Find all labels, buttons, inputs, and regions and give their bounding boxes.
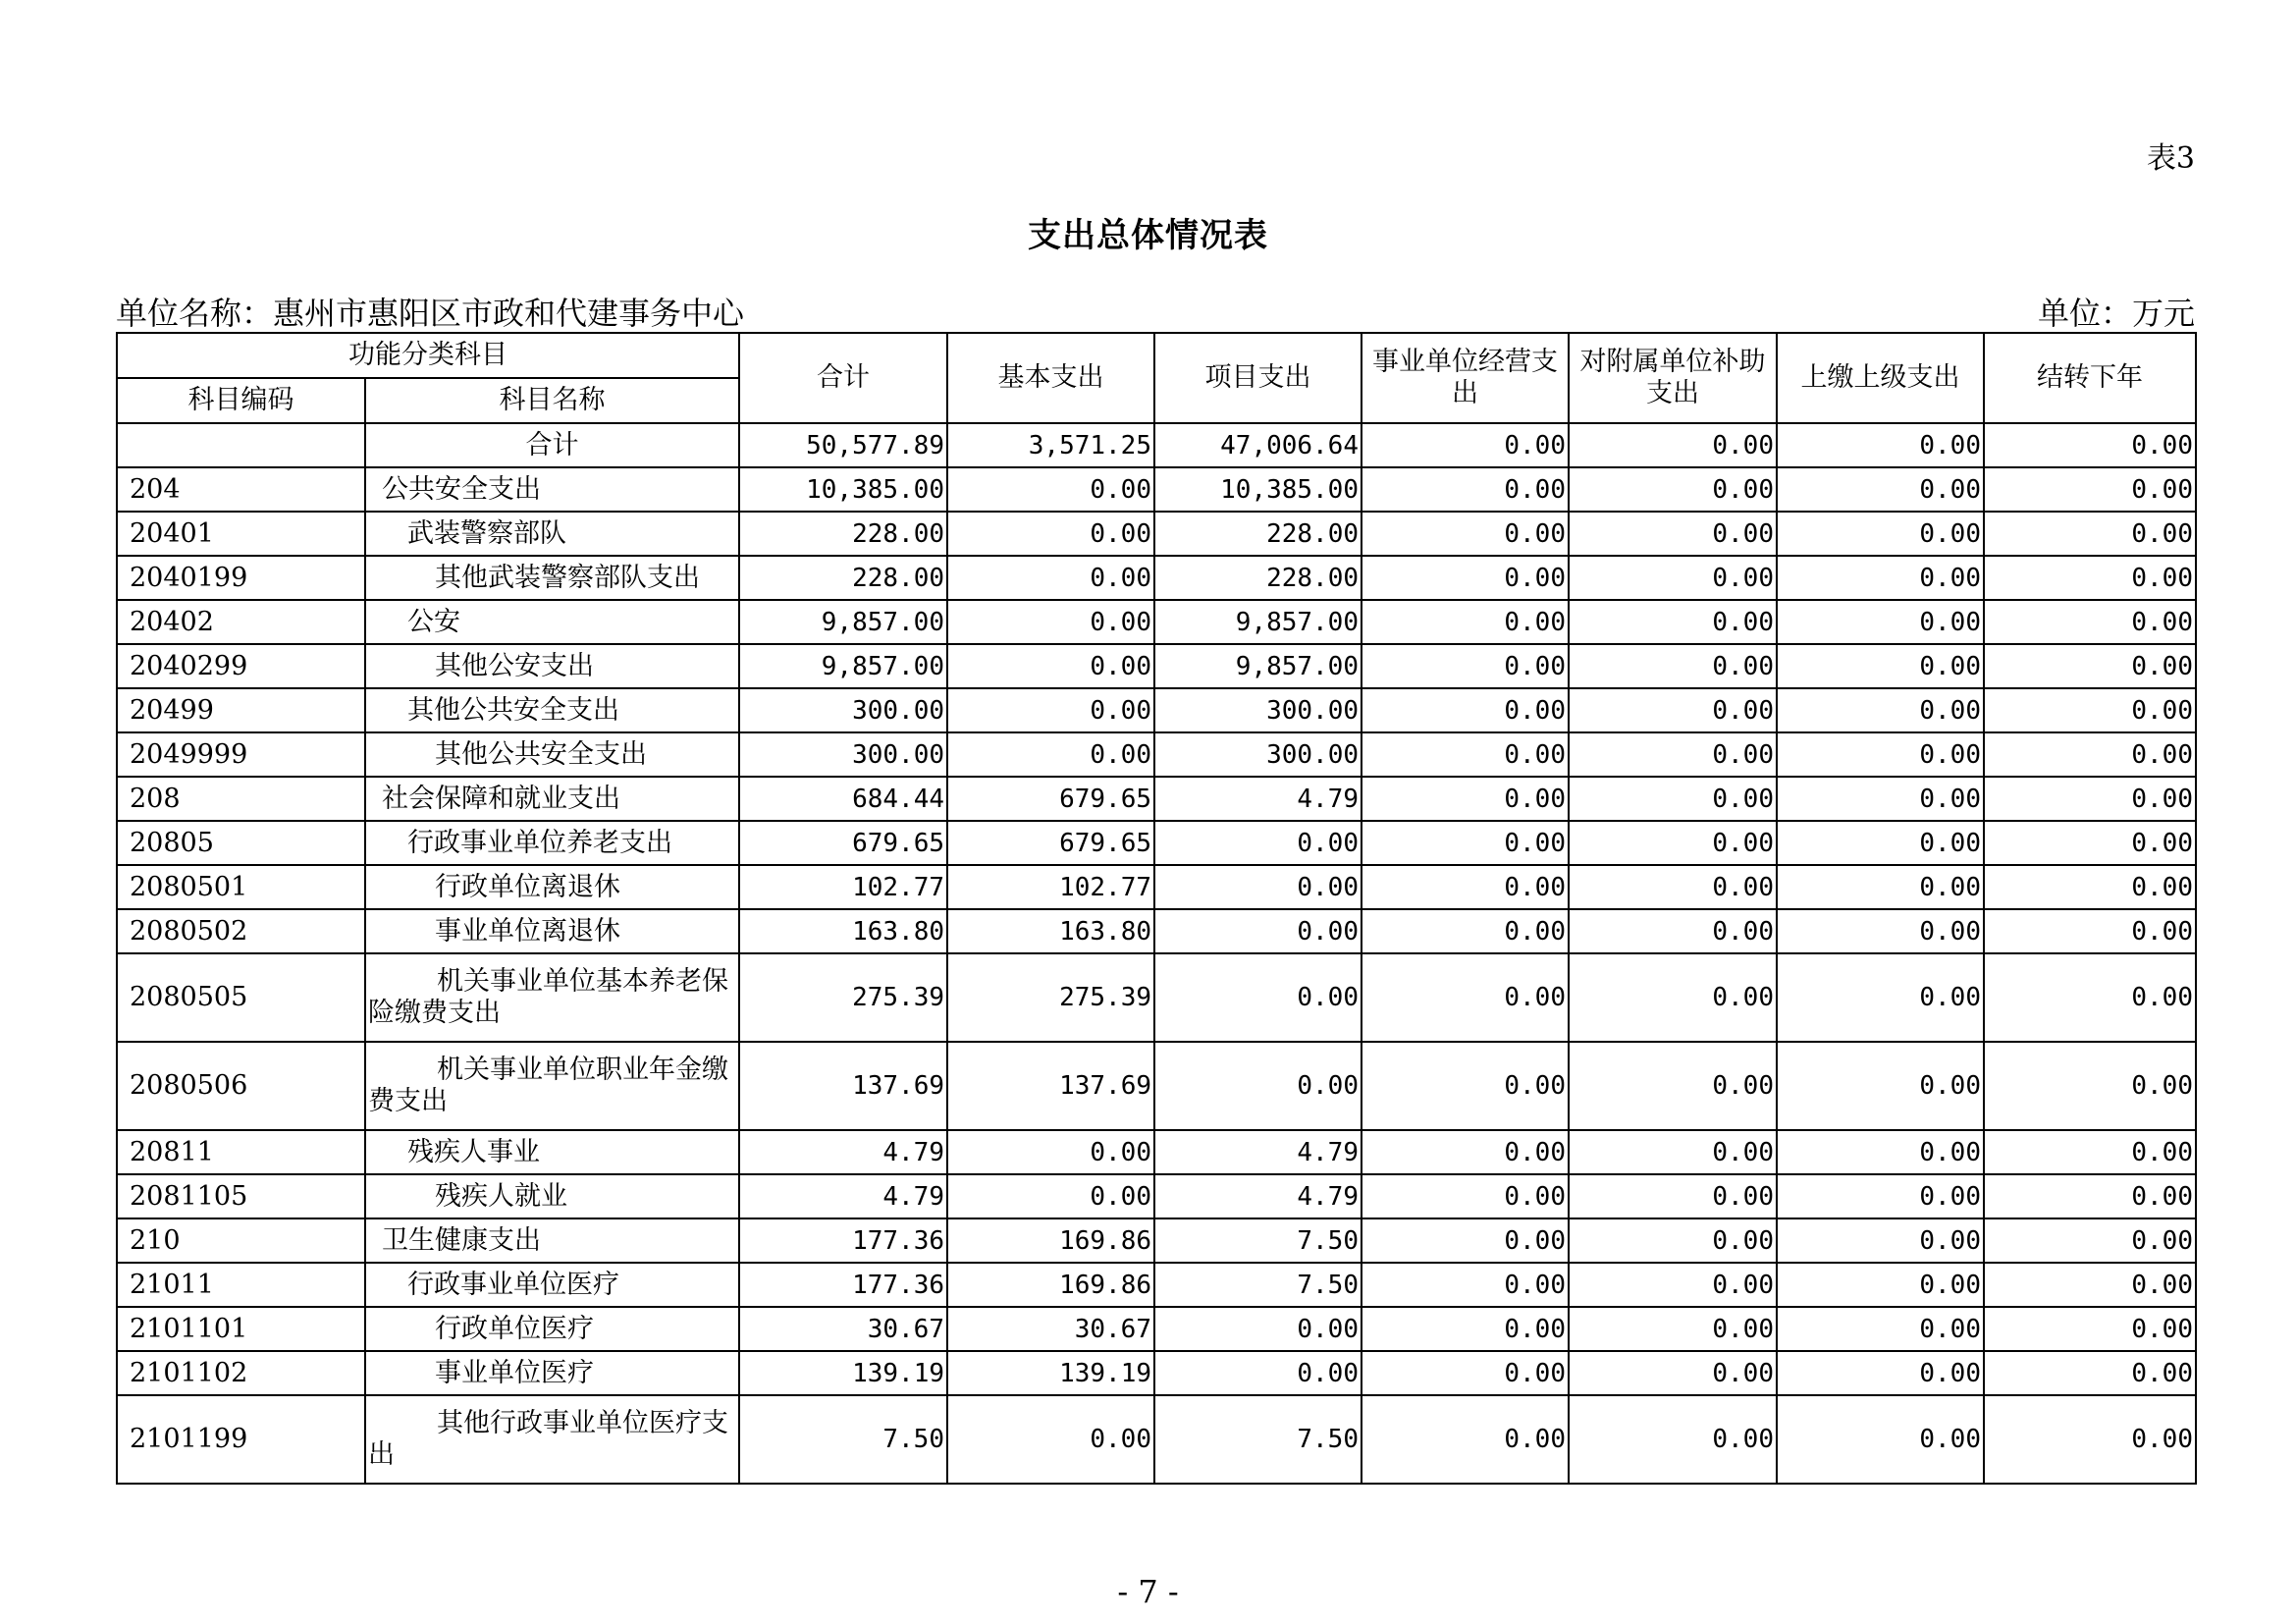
- cell-operating: 0.00: [1362, 821, 1569, 865]
- cell-basic: 0.00: [947, 512, 1154, 556]
- table-row: [117, 777, 2196, 821]
- cell-operating: 0.00: [1362, 953, 1569, 1042]
- cell-subsidy: 0.00: [1569, 1263, 1777, 1307]
- cell-name: 机关事业单位基本养老保险缴费支出: [365, 953, 739, 1042]
- cell-carry: 0.00: [1984, 467, 2196, 512]
- header-function-category: 功能分类科目: [117, 333, 739, 378]
- cell-subsidy: 0.00: [1569, 953, 1777, 1042]
- cell-subsidy: 0.00: [1569, 556, 1777, 600]
- cell-name: 其他公共安全支出: [365, 688, 739, 732]
- cell-carry: 0.00: [1984, 909, 2196, 953]
- table-row: [117, 512, 2196, 556]
- cell-carry: 0.00: [1984, 1130, 2196, 1174]
- cell-operating: 0.00: [1362, 467, 1569, 512]
- header-operating: 事业单位经营支出: [1362, 333, 1569, 423]
- cell-total: 300.00: [739, 688, 947, 732]
- cell-carry: 0.00: [1984, 777, 2196, 821]
- cell-project: 9,857.00: [1154, 644, 1362, 688]
- cell-total: 10,385.00: [739, 467, 947, 512]
- cell-basic: 137.69: [947, 1042, 1154, 1130]
- cell-basic: 102.77: [947, 865, 1154, 909]
- cell-project: 0.00: [1154, 865, 1362, 909]
- cell-subsidy: 0.00: [1569, 865, 1777, 909]
- cell-operating: 0.00: [1362, 1174, 1569, 1218]
- cell-operating: 0.00: [1362, 1395, 1569, 1484]
- cell-operating: 0.00: [1362, 777, 1569, 821]
- cell-code: 2040299: [117, 644, 365, 688]
- cell-total: 684.44: [739, 777, 947, 821]
- cell-operating: 0.00: [1362, 423, 1569, 467]
- cell-operating: 0.00: [1362, 556, 1569, 600]
- cell-operating: 0.00: [1362, 688, 1569, 732]
- cell-carry: 0.00: [1984, 1307, 2196, 1351]
- cell-project: 7.50: [1154, 1395, 1362, 1484]
- cell-name: 事业单位离退休: [365, 909, 739, 953]
- cell-project: 47,006.64: [1154, 423, 1362, 467]
- cell-total: 102.77: [739, 865, 947, 909]
- header-basic: 基本支出: [947, 333, 1154, 423]
- table-row: [117, 732, 2196, 777]
- table-row: [117, 1042, 2196, 1130]
- header-project: 项目支出: [1154, 333, 1362, 423]
- cell-carry: 0.00: [1984, 1042, 2196, 1130]
- cell-project: 0.00: [1154, 909, 1362, 953]
- cell-basic: 0.00: [947, 644, 1154, 688]
- cell-name: 其他公安支出: [365, 644, 739, 688]
- cell-operating: 0.00: [1362, 600, 1569, 644]
- table-row: [117, 1395, 2196, 1484]
- cell-project: 7.50: [1154, 1263, 1362, 1307]
- cell-project: 0.00: [1154, 1042, 1362, 1130]
- cell-subsidy: 0.00: [1569, 777, 1777, 821]
- cell-subsidy: 0.00: [1569, 1218, 1777, 1263]
- cell-upper: 0.00: [1777, 423, 1984, 467]
- cell-basic: 679.65: [947, 821, 1154, 865]
- cell-subsidy: 0.00: [1569, 1130, 1777, 1174]
- cell-total: 228.00: [739, 512, 947, 556]
- cell-carry: 0.00: [1984, 512, 2196, 556]
- cell-upper: 0.00: [1777, 777, 1984, 821]
- cell-carry: 0.00: [1984, 644, 2196, 688]
- cell-upper: 0.00: [1777, 1218, 1984, 1263]
- cell-carry: 0.00: [1984, 1395, 2196, 1484]
- cell-subsidy: 0.00: [1569, 1042, 1777, 1130]
- cell-project: 0.00: [1154, 953, 1362, 1042]
- cell-code: 20811: [117, 1130, 365, 1174]
- cell-name: 机关事业单位职业年金缴费支出: [365, 1042, 739, 1130]
- cell-subsidy: 0.00: [1569, 512, 1777, 556]
- cell-carry: 0.00: [1984, 732, 2196, 777]
- header-name: 科目名称: [365, 378, 739, 423]
- cell-code: 20805: [117, 821, 365, 865]
- cell-upper: 0.00: [1777, 1042, 1984, 1130]
- cell-project: 228.00: [1154, 556, 1362, 600]
- cell-operating: 0.00: [1362, 865, 1569, 909]
- cell-total: 9,857.00: [739, 644, 947, 688]
- cell-code: [117, 423, 365, 467]
- cell-name: 行政单位医疗: [365, 1307, 739, 1351]
- table-row: [117, 821, 2196, 865]
- cell-code: 20401: [117, 512, 365, 556]
- cell-name: 合计: [365, 423, 739, 467]
- header-subsidy: 对附属单位补助支出: [1569, 333, 1777, 423]
- cell-code: 20499: [117, 688, 365, 732]
- cell-name: 行政单位离退休: [365, 865, 739, 909]
- cell-upper: 0.00: [1777, 1351, 1984, 1395]
- cell-upper: 0.00: [1777, 600, 1984, 644]
- cell-basic: 30.67: [947, 1307, 1154, 1351]
- cell-upper: 0.00: [1777, 644, 1984, 688]
- cell-upper: 0.00: [1777, 1174, 1984, 1218]
- header-upper: 上缴上级支出: [1777, 333, 1984, 423]
- cell-carry: 0.00: [1984, 556, 2196, 600]
- cell-total: 139.19: [739, 1351, 947, 1395]
- cell-project: 0.00: [1154, 821, 1362, 865]
- cell-project: 4.79: [1154, 1130, 1362, 1174]
- cell-upper: 0.00: [1777, 732, 1984, 777]
- expenditure-table: [116, 332, 2197, 1485]
- cell-basic: 0.00: [947, 467, 1154, 512]
- cell-name: 其他武装警察部队支出: [365, 556, 739, 600]
- cell-carry: 0.00: [1984, 600, 2196, 644]
- cell-total: 9,857.00: [739, 600, 947, 644]
- cell-basic: 0.00: [947, 732, 1154, 777]
- cell-carry: 0.00: [1984, 1218, 2196, 1263]
- cell-project: 4.79: [1154, 777, 1362, 821]
- cell-operating: 0.00: [1362, 512, 1569, 556]
- table-row: [117, 1218, 2196, 1263]
- cell-basic: 163.80: [947, 909, 1154, 953]
- cell-basic: 139.19: [947, 1351, 1154, 1395]
- cell-name: 社会保障和就业支出: [365, 777, 739, 821]
- cell-code: 2101199: [117, 1395, 365, 1484]
- cell-carry: 0.00: [1984, 953, 2196, 1042]
- cell-code: 2101102: [117, 1351, 365, 1395]
- cell-name: 残疾人事业: [365, 1130, 739, 1174]
- cell-upper: 0.00: [1777, 865, 1984, 909]
- cell-carry: 0.00: [1984, 423, 2196, 467]
- cell-total: 300.00: [739, 732, 947, 777]
- unit-name: 单位名称：惠州市惠阳区市政和代建事务中心: [116, 295, 745, 332]
- cell-operating: 0.00: [1362, 1263, 1569, 1307]
- header-total: 合计: [739, 333, 947, 423]
- cell-subsidy: 0.00: [1569, 1174, 1777, 1218]
- cell-project: 0.00: [1154, 1307, 1362, 1351]
- cell-total: 137.69: [739, 1042, 947, 1130]
- cell-basic: 3,571.25: [947, 423, 1154, 467]
- cell-project: 9,857.00: [1154, 600, 1362, 644]
- cell-project: 10,385.00: [1154, 467, 1362, 512]
- cell-upper: 0.00: [1777, 688, 1984, 732]
- cell-name: 武装警察部队: [365, 512, 739, 556]
- cell-operating: 0.00: [1362, 644, 1569, 688]
- cell-code: 208: [117, 777, 365, 821]
- cell-operating: 0.00: [1362, 732, 1569, 777]
- table-row: [117, 556, 2196, 600]
- cell-carry: 0.00: [1984, 821, 2196, 865]
- header-carry: 结转下年: [1984, 333, 2196, 423]
- cell-subsidy: 0.00: [1569, 600, 1777, 644]
- header-code: 科目编码: [117, 378, 365, 423]
- cell-total: 177.36: [739, 1263, 947, 1307]
- cell-name: 公安: [365, 600, 739, 644]
- cell-name: 其他行政事业单位医疗支出: [365, 1395, 739, 1484]
- cell-basic: 169.86: [947, 1263, 1154, 1307]
- cell-project: 7.50: [1154, 1218, 1362, 1263]
- cell-operating: 0.00: [1362, 1351, 1569, 1395]
- cell-operating: 0.00: [1362, 1218, 1569, 1263]
- cell-total: 7.50: [739, 1395, 947, 1484]
- table-row: [117, 1130, 2196, 1174]
- cell-operating: 0.00: [1362, 909, 1569, 953]
- cell-name: 残疾人就业: [365, 1174, 739, 1218]
- cell-upper: 0.00: [1777, 512, 1984, 556]
- cell-code: 2049999: [117, 732, 365, 777]
- cell-total: 177.36: [739, 1218, 947, 1263]
- table-number: 表3: [2146, 141, 2195, 176]
- cell-subsidy: 0.00: [1569, 467, 1777, 512]
- cell-basic: 0.00: [947, 688, 1154, 732]
- cell-project: 0.00: [1154, 1351, 1362, 1395]
- cell-code: 2040199: [117, 556, 365, 600]
- cell-subsidy: 0.00: [1569, 1395, 1777, 1484]
- cell-upper: 0.00: [1777, 556, 1984, 600]
- cell-upper: 0.00: [1777, 1263, 1984, 1307]
- cell-total: 30.67: [739, 1307, 947, 1351]
- cell-upper: 0.00: [1777, 953, 1984, 1042]
- cell-basic: 679.65: [947, 777, 1154, 821]
- cell-subsidy: 0.00: [1569, 644, 1777, 688]
- table-row: [117, 423, 2196, 467]
- cell-basic: 0.00: [947, 1174, 1154, 1218]
- cell-total: 275.39: [739, 953, 947, 1042]
- cell-name: 事业单位医疗: [365, 1351, 739, 1395]
- cell-subsidy: 0.00: [1569, 732, 1777, 777]
- cell-code: 2080506: [117, 1042, 365, 1130]
- cell-upper: 0.00: [1777, 1130, 1984, 1174]
- cell-name: 公共安全支出: [365, 467, 739, 512]
- cell-total: 679.65: [739, 821, 947, 865]
- cell-code: 2080505: [117, 953, 365, 1042]
- cell-code: 2101101: [117, 1307, 365, 1351]
- cell-carry: 0.00: [1984, 865, 2196, 909]
- cell-operating: 0.00: [1362, 1307, 1569, 1351]
- cell-upper: 0.00: [1777, 467, 1984, 512]
- cell-carry: 0.00: [1984, 1351, 2196, 1395]
- cell-total: 4.79: [739, 1174, 947, 1218]
- cell-project: 300.00: [1154, 732, 1362, 777]
- cell-subsidy: 0.00: [1569, 1351, 1777, 1395]
- table-row: [117, 688, 2196, 732]
- cell-total: 163.80: [739, 909, 947, 953]
- cell-subsidy: 0.00: [1569, 821, 1777, 865]
- cell-subsidy: 0.00: [1569, 423, 1777, 467]
- cell-code: 210: [117, 1218, 365, 1263]
- cell-carry: 0.00: [1984, 1263, 2196, 1307]
- cell-total: 4.79: [739, 1130, 947, 1174]
- cell-basic: 0.00: [947, 1395, 1154, 1484]
- cell-total: 228.00: [739, 556, 947, 600]
- cell-operating: 0.00: [1362, 1042, 1569, 1130]
- cell-project: 228.00: [1154, 512, 1362, 556]
- cell-code: 2080502: [117, 909, 365, 953]
- cell-basic: 0.00: [947, 556, 1154, 600]
- cell-name: 行政事业单位医疗: [365, 1263, 739, 1307]
- cell-basic: 275.39: [947, 953, 1154, 1042]
- cell-upper: 0.00: [1777, 909, 1984, 953]
- cell-upper: 0.00: [1777, 1395, 1984, 1484]
- table-row: [117, 909, 2196, 953]
- cell-subsidy: 0.00: [1569, 1307, 1777, 1351]
- table-row: [117, 1351, 2196, 1395]
- table-row: [117, 600, 2196, 644]
- page-title: 支出总体情况表: [1028, 216, 1268, 255]
- cell-carry: 0.00: [1984, 1174, 2196, 1218]
- cell-project: 300.00: [1154, 688, 1362, 732]
- cell-basic: 169.86: [947, 1218, 1154, 1263]
- cell-carry: 0.00: [1984, 688, 2196, 732]
- cell-code: 20402: [117, 600, 365, 644]
- page-number: - 7 -: [1117, 1573, 1179, 1610]
- table-row: [117, 1263, 2196, 1307]
- cell-subsidy: 0.00: [1569, 909, 1777, 953]
- cell-name: 其他公共安全支出: [365, 732, 739, 777]
- cell-code: 21011: [117, 1263, 365, 1307]
- cell-upper: 0.00: [1777, 1307, 1984, 1351]
- cell-upper: 0.00: [1777, 821, 1984, 865]
- cell-code: 2080501: [117, 865, 365, 909]
- table-row: [117, 1307, 2196, 1351]
- cell-basic: 0.00: [947, 600, 1154, 644]
- cell-basic: 0.00: [947, 1130, 1154, 1174]
- cell-total: 50,577.89: [739, 423, 947, 467]
- cell-project: 4.79: [1154, 1174, 1362, 1218]
- table-row: [117, 644, 2196, 688]
- table-row: [117, 953, 2196, 1042]
- cell-subsidy: 0.00: [1569, 688, 1777, 732]
- cell-code: 204: [117, 467, 365, 512]
- cell-name: 行政事业单位养老支出: [365, 821, 739, 865]
- table-row: [117, 865, 2196, 909]
- cell-name: 卫生健康支出: [365, 1218, 739, 1263]
- table-row: [117, 467, 2196, 512]
- table-row: [117, 1174, 2196, 1218]
- currency-unit: 单位：万元: [2037, 295, 2195, 332]
- cell-code: 2081105: [117, 1174, 365, 1218]
- cell-operating: 0.00: [1362, 1130, 1569, 1174]
